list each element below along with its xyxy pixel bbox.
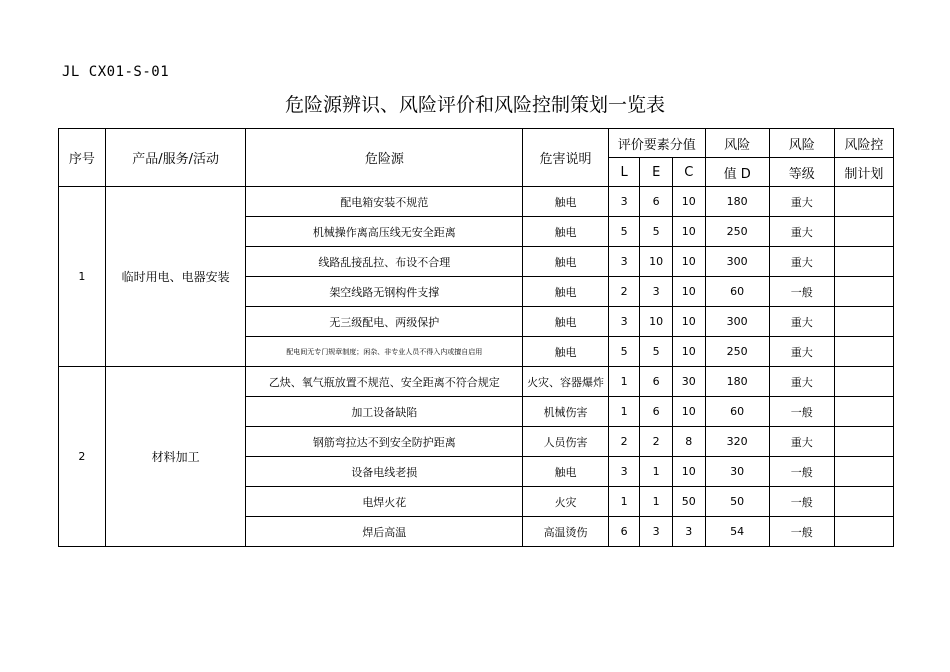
score-E-cell: 1	[640, 487, 673, 517]
hazard-cell: 电焊火花	[246, 487, 523, 517]
score-C-cell: 10	[672, 247, 705, 277]
desc-cell: 触电	[523, 187, 609, 217]
risk-value-cell: 250	[705, 217, 769, 247]
score-L-cell: 5	[608, 217, 640, 247]
table-row	[59, 187, 894, 217]
score-E-cell: 6	[640, 187, 673, 217]
score-L-cell: 1	[608, 487, 640, 517]
hazard-cell: 钢筋弯拉达不到安全防护距离	[246, 427, 523, 457]
score-E-cell: 3	[640, 517, 673, 547]
header-hazard: 危险源	[246, 129, 523, 187]
risk-level-cell: 重大	[769, 367, 834, 397]
table-row	[59, 367, 894, 397]
score-C-cell: 10	[672, 397, 705, 427]
group-seq: 2	[59, 367, 106, 547]
score-L-cell: 3	[608, 307, 640, 337]
score-E-cell: 5	[640, 337, 673, 367]
score-E-cell: 1	[640, 457, 673, 487]
risk-level-cell: 重大	[769, 337, 834, 367]
hazard-cell: 乙炔、氧气瓶放置不规范、安全距离不符合规定	[246, 367, 523, 397]
desc-cell: 触电	[523, 277, 609, 307]
score-C-cell: 50	[672, 487, 705, 517]
score-E-cell: 3	[640, 277, 673, 307]
plan-cell	[834, 397, 893, 427]
header-seq: 序号	[59, 129, 106, 187]
score-L-cell: 1	[608, 367, 640, 397]
group-activity: 临时用电、电器安装	[105, 187, 246, 367]
score-E-cell: 10	[640, 307, 673, 337]
header-product: 产品/服务/活动	[105, 129, 246, 187]
header-L: L	[608, 158, 640, 187]
risk-value-cell: 320	[705, 427, 769, 457]
hazard-cell: 线路乱接乱拉、布设不合理	[246, 247, 523, 277]
header-risk-value-bottom: 值 D	[705, 158, 769, 187]
header-eval: 评价要素分值	[608, 129, 705, 158]
score-L-cell: 2	[608, 427, 640, 457]
risk-value-cell: 180	[705, 367, 769, 397]
desc-cell: 高温烫伤	[523, 517, 609, 547]
hazard-cell: 设备电线老损	[246, 457, 523, 487]
document-code: JL CX01-S-01	[62, 64, 170, 80]
desc-cell: 火灾	[523, 487, 609, 517]
desc-cell: 机械伤害	[523, 397, 609, 427]
plan-cell	[834, 337, 893, 367]
risk-level-cell: 重大	[769, 307, 834, 337]
header-desc: 危害说明	[523, 129, 609, 187]
desc-cell: 触电	[523, 307, 609, 337]
score-L-cell: 3	[608, 247, 640, 277]
risk-value-cell: 60	[705, 277, 769, 307]
risk-value-cell: 300	[705, 307, 769, 337]
score-L-cell: 2	[608, 277, 640, 307]
plan-cell	[834, 187, 893, 217]
desc-cell: 触电	[523, 217, 609, 247]
header-E: E	[640, 158, 673, 187]
header-risk-level-bottom: 等级	[769, 158, 834, 187]
hazard-cell: 配电间无专门规章制度；闲杂、非专业人员不得入内或擅自启用	[246, 337, 523, 367]
plan-cell	[834, 307, 893, 337]
score-E-cell: 10	[640, 247, 673, 277]
desc-cell: 触电	[523, 457, 609, 487]
score-E-cell: 6	[640, 367, 673, 397]
plan-cell	[834, 367, 893, 397]
risk-level-cell: 重大	[769, 247, 834, 277]
plan-cell	[834, 517, 893, 547]
risk-value-cell: 54	[705, 517, 769, 547]
desc-cell: 触电	[523, 337, 609, 367]
risk-level-cell: 重大	[769, 427, 834, 457]
score-C-cell: 3	[672, 517, 705, 547]
header-risk-level-top: 风险	[769, 129, 834, 158]
header-plan-bottom: 制计划	[834, 158, 893, 187]
hazard-cell: 机械操作离高压线无安全距离	[246, 217, 523, 247]
risk-level-cell: 重大	[769, 217, 834, 247]
plan-cell	[834, 277, 893, 307]
plan-cell	[834, 457, 893, 487]
header-risk-value-top: 风险	[705, 129, 769, 158]
risk-level-cell: 一般	[769, 277, 834, 307]
risk-level-cell: 一般	[769, 517, 834, 547]
score-C-cell: 30	[672, 367, 705, 397]
hazard-cell: 无三级配电、两级保护	[246, 307, 523, 337]
desc-cell: 人员伤害	[523, 427, 609, 457]
risk-level-cell: 一般	[769, 457, 834, 487]
score-L-cell: 3	[608, 187, 640, 217]
risk-level-cell: 一般	[769, 487, 834, 517]
risk-value-cell: 180	[705, 187, 769, 217]
score-L-cell: 5	[608, 337, 640, 367]
hazard-cell: 配电箱安装不规范	[246, 187, 523, 217]
plan-cell	[834, 487, 893, 517]
score-C-cell: 10	[672, 337, 705, 367]
score-C-cell: 10	[672, 217, 705, 247]
score-L-cell: 6	[608, 517, 640, 547]
group-activity: 材料加工	[105, 367, 246, 547]
table-body	[59, 187, 894, 547]
score-L-cell: 1	[608, 397, 640, 427]
score-E-cell: 2	[640, 427, 673, 457]
score-E-cell: 6	[640, 397, 673, 427]
risk-level-cell: 一般	[769, 397, 834, 427]
plan-cell	[834, 427, 893, 457]
hazard-cell: 加工设备缺陷	[246, 397, 523, 427]
score-E-cell: 5	[640, 217, 673, 247]
hazard-cell: 焊后高温	[246, 517, 523, 547]
score-C-cell: 10	[672, 307, 705, 337]
score-L-cell: 3	[608, 457, 640, 487]
hazard-table	[58, 128, 894, 547]
desc-cell: 触电	[523, 247, 609, 277]
risk-value-cell: 300	[705, 247, 769, 277]
header-plan-top: 风险控	[834, 129, 893, 158]
hazard-cell: 架空线路无钢构件支撑	[246, 277, 523, 307]
risk-level-cell: 重大	[769, 187, 834, 217]
risk-value-cell: 30	[705, 457, 769, 487]
risk-value-cell: 50	[705, 487, 769, 517]
score-C-cell: 8	[672, 427, 705, 457]
group-seq: 1	[59, 187, 106, 367]
risk-value-cell: 60	[705, 397, 769, 427]
plan-cell	[834, 217, 893, 247]
plan-cell	[834, 247, 893, 277]
score-C-cell: 10	[672, 457, 705, 487]
score-C-cell: 10	[672, 277, 705, 307]
score-C-cell: 10	[672, 187, 705, 217]
document-title: 危险源辨识、风险评价和风险控制策划一览表	[284, 94, 665, 116]
header-C: C	[672, 158, 705, 187]
risk-value-cell: 250	[705, 337, 769, 367]
desc-cell: 火灾、容器爆炸	[523, 367, 609, 397]
